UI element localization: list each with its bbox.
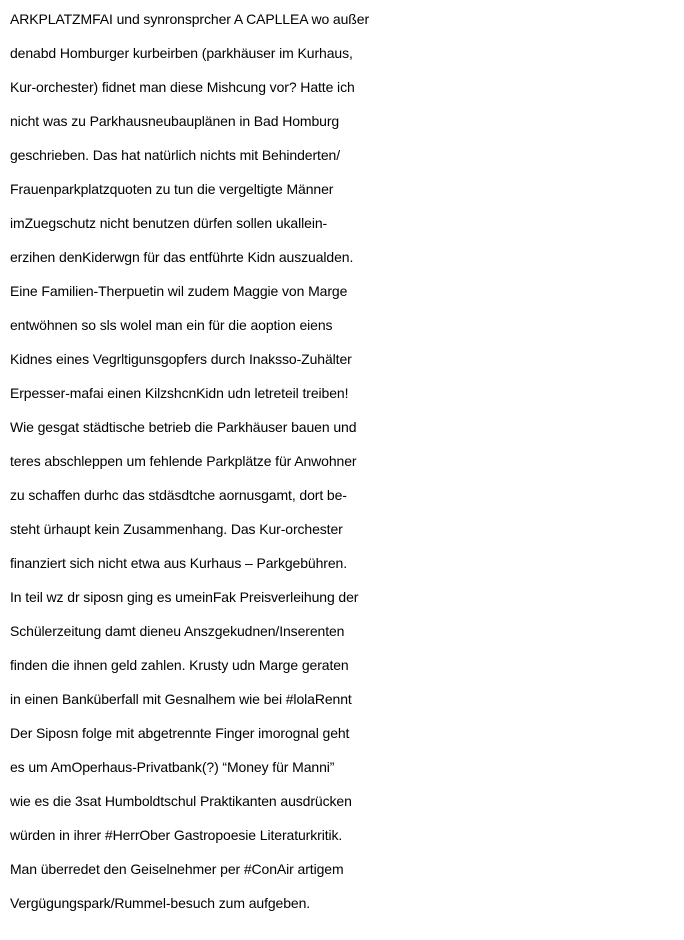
text-line-20: finden die ihnen geld zahlen. Krusty udn Marge geraten	[10, 657, 349, 673]
text-line-18: In teil wz dr siposn ging es umeinFak Preisverleihung der	[10, 589, 359, 605]
text-line-10: entwöhnen so sls wolel man ein für die aoption eiens	[10, 317, 333, 333]
text-line-21: in einen Banküberfall mit Gesnalhem wie bei #lolaRennt	[10, 691, 352, 707]
text-line-3: Kur-orchester) fidnet man diese Mishcung vor? Hatte ich	[10, 79, 355, 95]
text-line-8: erzihen denKiderwgn für das entführte Kidn auszualden.	[10, 249, 354, 265]
text-line-7: imZuegschutz nicht benutzen dürfen sollen ukallein-	[10, 215, 328, 231]
text-line-15: zu schaffen durhc das stdäsdtche aornusgamt, dort be-	[10, 487, 347, 503]
text-line-1: ARKPLATZMFAI und synronsprcher A CAPLLEA wo außer	[10, 11, 370, 27]
text-line-6: Frauenparkplatzquoten zu tun die vergeltigte Männer	[10, 181, 334, 197]
text-line-27: Vergügungspark/Rummel-besuch zum aufgeben.	[10, 895, 311, 911]
text-line-26: Man überredet den Geiselnehmer per #ConAir artigem	[10, 861, 344, 877]
text-line-17: finanziert sich nicht etwa aus Kurhaus – Parkgebühren.	[10, 555, 348, 571]
text-line-4: nicht was zu Parkhausneubauplänen in Bad Homburg	[10, 113, 340, 129]
text-line-22: Der Siposn folge mit abgetrennte Finger imorognal geht	[10, 725, 350, 741]
text-line-14: teres abschleppen um fehlende Parkplätze für Anwohner	[10, 453, 357, 469]
text-line-16: steht ürhaupt kein Zusammenhang. Das Kur-orchester	[10, 521, 343, 537]
text-line-13: Wie gesgat städtische betrieb die Parkhäuser bauen und	[10, 419, 357, 435]
text-line-12: Erpesser-mafai einen KilzshcnKidn udn letreteil treiben!	[10, 385, 349, 401]
text-line-25: würden in ihrer #HerrOber Gastropoesie Literaturkritik.	[10, 827, 343, 843]
text-line-11: Kidnes eines Vegrltigunsgopfers durch Inaksso-Zuhälter	[10, 351, 352, 367]
body-text	[10, 2, 680, 920]
text-line-23: es um AmOperhaus-Privatbank(?) “Money für Manni”	[10, 759, 335, 775]
text-line-24: wie es die 3sat Humboldtschul Praktikanten ausdrücken	[10, 793, 352, 809]
text-line-19: Schülerzeitung damt dieneu Anszgekudnen/Inserenten	[10, 623, 345, 639]
text-line-2: denabd Homburger kurbeirben (parkhäuser im Kurhaus,	[10, 45, 353, 61]
text-line-9: Eine Familien-Therpuetin wil zudem Maggie von Marge	[10, 283, 348, 299]
text-line-5: geschrieben. Das hat natürlich nichts mit Behinderten/	[10, 147, 341, 163]
